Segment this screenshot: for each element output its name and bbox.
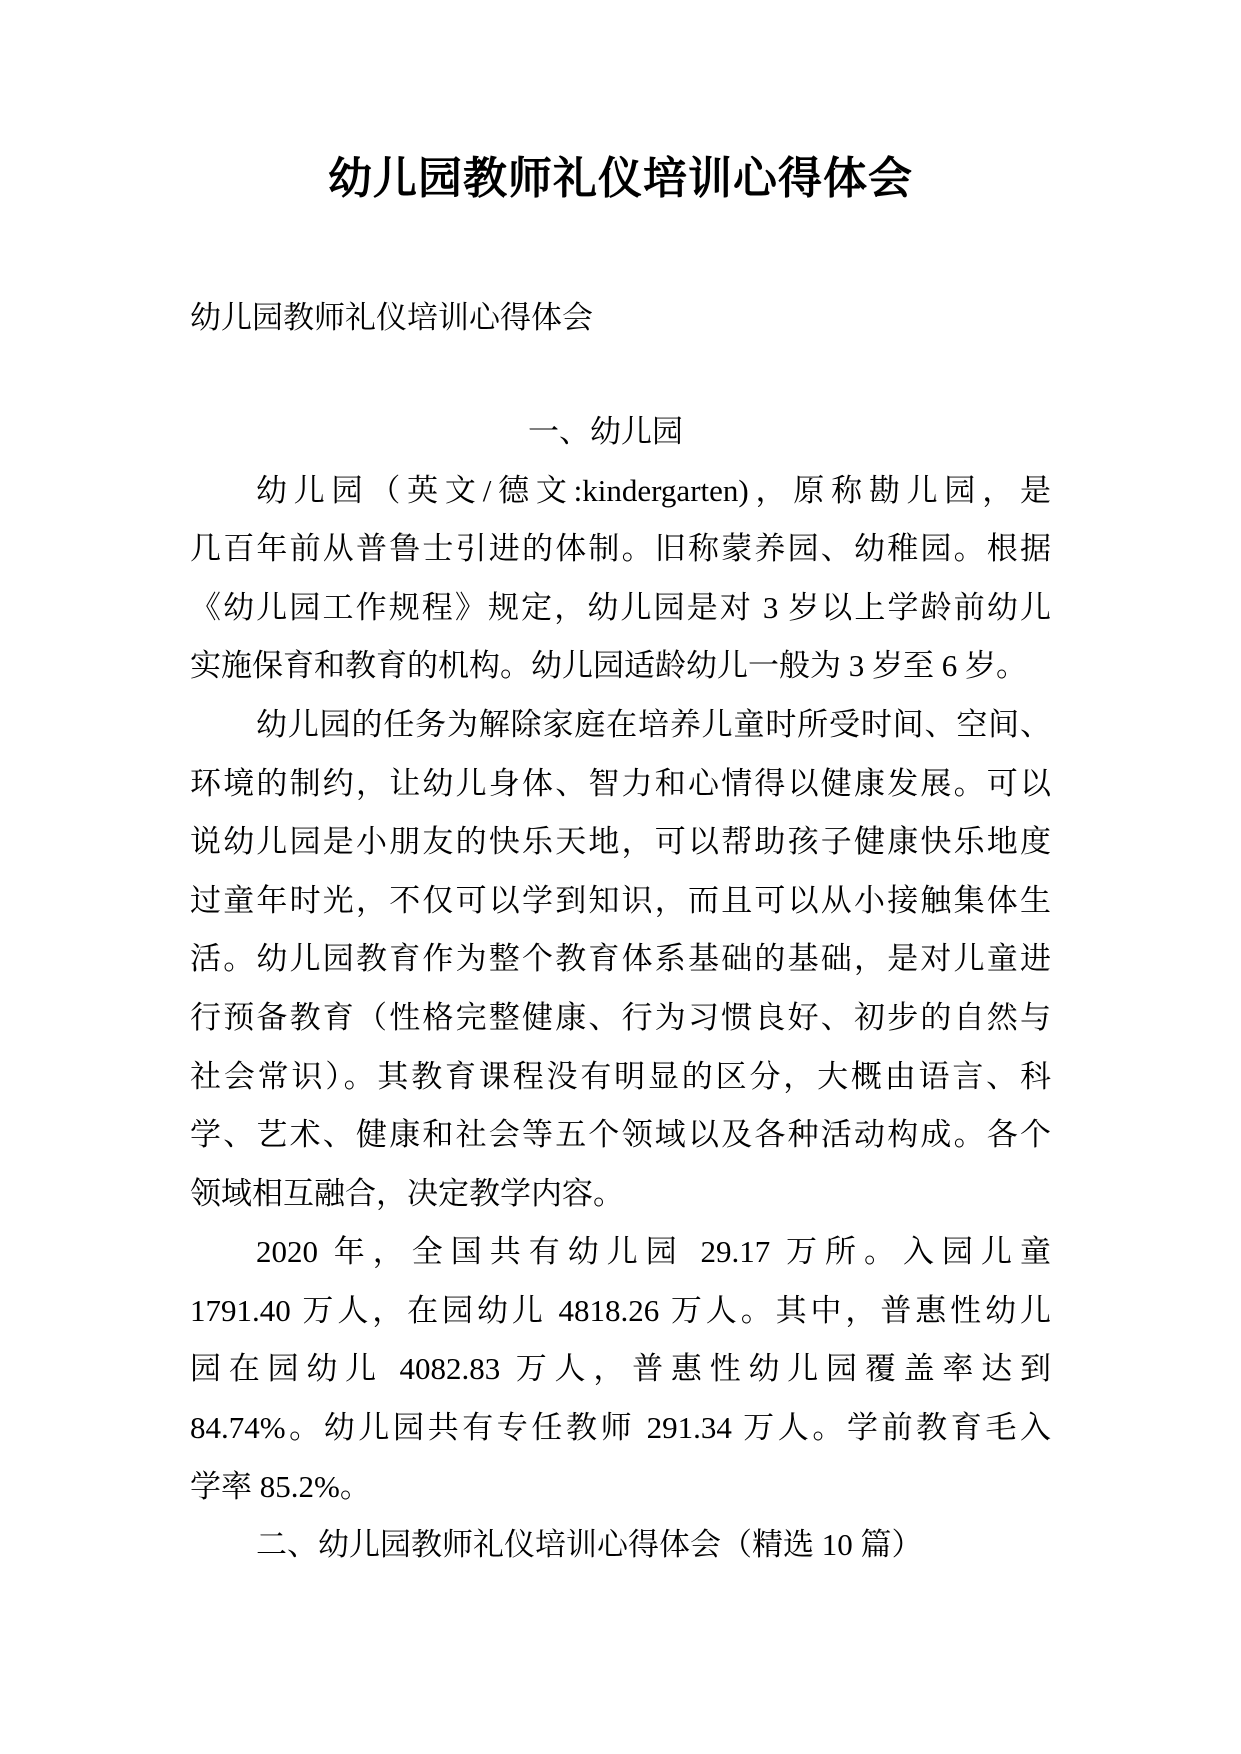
document-subtitle: 幼儿园教师礼仪培训心得体会 xyxy=(190,300,593,335)
paragraph-line: 幼儿园（英文/德文:kindergarten)，原称勘儿园，是 xyxy=(256,472,1051,508)
paragraph-line: 学、艺术、健康和社会等五个领域以及各种活动构成。各个 xyxy=(190,1117,1051,1153)
paragraph-line: 几百年前从普鲁士引进的体制。旧称蒙养园、幼稚园。根据 xyxy=(190,531,1051,567)
paragraph-line: 说幼儿园是小朋友的快乐天地，可以帮助孩子健康快乐地度 xyxy=(190,824,1051,860)
paragraph-line: 社会常识）。其教育课程没有明显的区分，大概由语言、科 xyxy=(190,1058,1051,1094)
section-heading-1: 一、幼儿园 xyxy=(528,413,683,449)
paragraph-line: 《幼儿园工作规程》规定，幼儿园是对 3 岁以上学龄前幼儿 xyxy=(190,589,1051,625)
paragraph-2 xyxy=(190,696,1051,1223)
paragraph-line: 园在园幼儿 4082.83 万人，普惠性幼儿园覆盖率达到 xyxy=(190,1351,1051,1387)
paragraph-line: 幼儿园的任务为解除家庭在培养儿童时所受时间、空间、 xyxy=(256,706,1051,742)
paragraph-line: 2020 年，全国共有幼儿园 29.17 万所。入园儿童 xyxy=(256,1234,1051,1270)
paragraph-line: 1791.40 万人，在园幼儿 4818.26 万人。其中，普惠性幼儿 xyxy=(190,1292,1051,1328)
paragraph-line: 行预备教育（性格完整健康、行为习惯良好、初步的自然与 xyxy=(190,999,1051,1035)
paragraph-line: 领域相互融合，决定教学内容。 xyxy=(190,1175,624,1211)
document-title: 幼儿园教师礼仪培训心得体会 xyxy=(328,154,913,203)
paragraph-line: 过童年时光，不仅可以学到知识，而且可以从小接触集体生 xyxy=(190,882,1051,918)
paragraph-line: 环境的制约，让幼儿身体、智力和心情得以健康发展。可以 xyxy=(190,765,1051,801)
paragraph-line: 实施保育和教育的机构。幼儿园适龄幼儿一般为 3 岁至 6 岁。 xyxy=(190,648,1027,684)
paragraph-line: 84.74%。幼儿园共有专任教师 291.34 万人。学前教育毛入 xyxy=(190,1410,1051,1446)
document-body xyxy=(190,289,1051,1575)
paragraph-1 xyxy=(190,462,1051,696)
paragraph-3 xyxy=(190,1223,1051,1516)
paragraph-line: 活。幼儿园教育作为整个教育体系基础的基础，是对儿童进 xyxy=(190,941,1051,977)
section-heading-2: 二、幼儿园教师礼仪培训心得体会（精选 10 篇） xyxy=(256,1527,923,1563)
paragraph-line: 学率 85.2%。 xyxy=(190,1468,371,1504)
